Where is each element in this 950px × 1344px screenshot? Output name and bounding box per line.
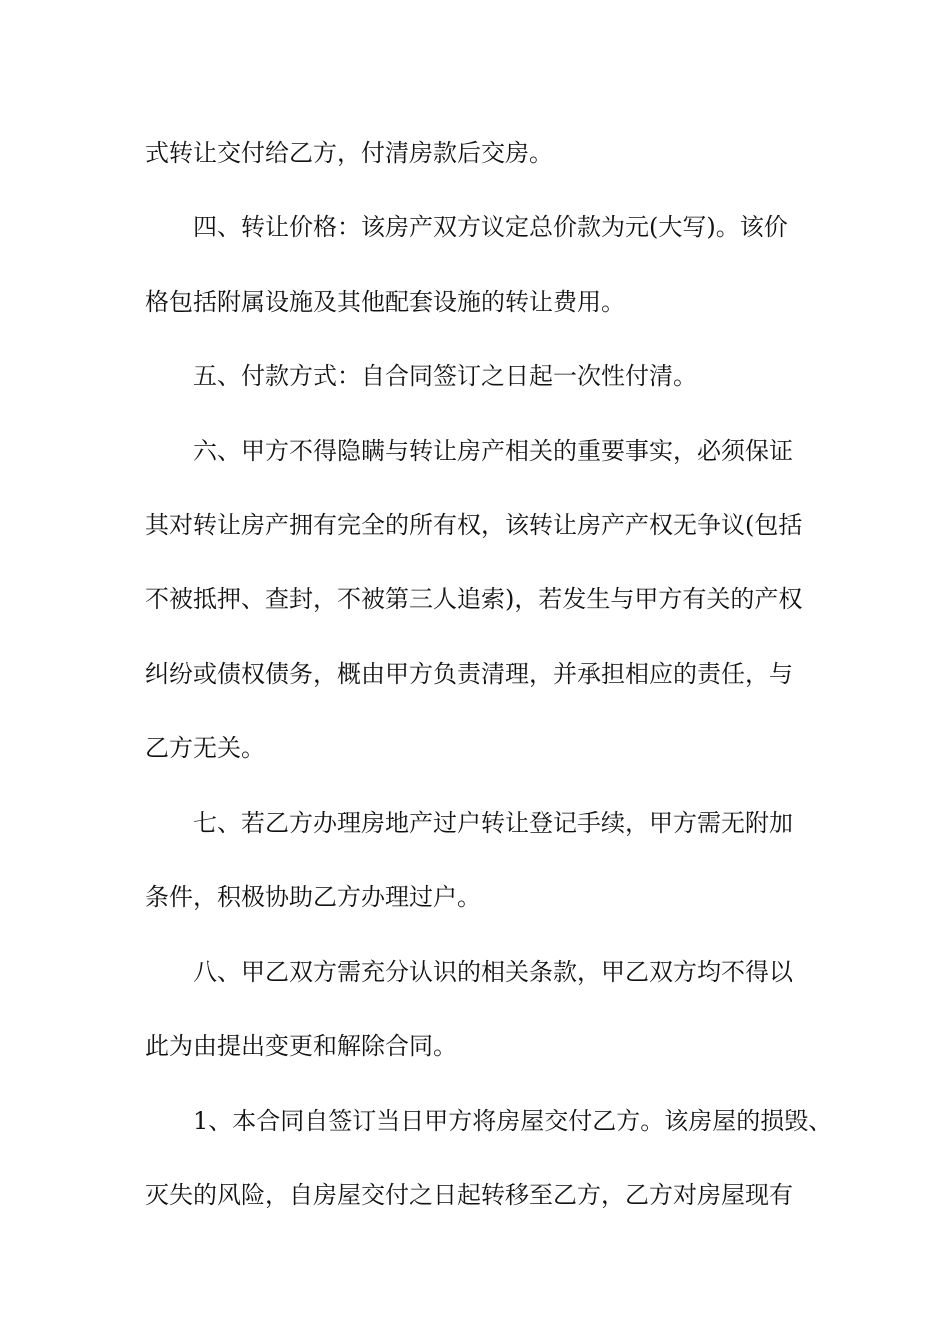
text-line: 四、转让价格：该房产双方议定总价款为元(大写)。该价 [145, 213, 788, 241]
text-line: 七、若乙方办理房地产过户转让登记手续，甲方需无附加 [145, 809, 793, 837]
text-line: 此为由提出变更和解除合同。 [145, 1032, 457, 1060]
text-line: 格包括附属设施及其他配套设施的转让费用。 [145, 288, 625, 316]
text-line: 其对转让房产拥有完全的所有权，该转让房产产权无争议(包括 [145, 511, 803, 539]
text-line: 条件，积极协助乙方办理过户。 [145, 883, 481, 911]
text-line: 八、甲乙双方需充分认识的相关条款，甲乙双方均不得以 [145, 958, 793, 986]
text-line: 六、甲方不得隐瞒与转让房产相关的重要事实，必须保证 [145, 437, 793, 465]
text-line: 灭失的风险，自房屋交付之日起转移至乙方，乙方对房屋现有 [145, 1181, 793, 1209]
text-line: 五、付款方式：自合同签订之日起一次性付清。 [145, 362, 697, 390]
text-line: 乙方无关。 [145, 734, 265, 762]
text-line: 不被抵押、查封，不被第三人追索)，若发生与甲方有关的产权 [145, 585, 803, 613]
text-line: 1、本合同自签订当日甲方将房屋交付乙方。该房屋的损毁、 [145, 1107, 833, 1135]
text-line: 式转让交付给乙方，付清房款后交房。 [145, 139, 553, 167]
text-line: 纠纷或债权债务，概由甲方负责清理，并承担相应的责任，与 [145, 660, 793, 688]
